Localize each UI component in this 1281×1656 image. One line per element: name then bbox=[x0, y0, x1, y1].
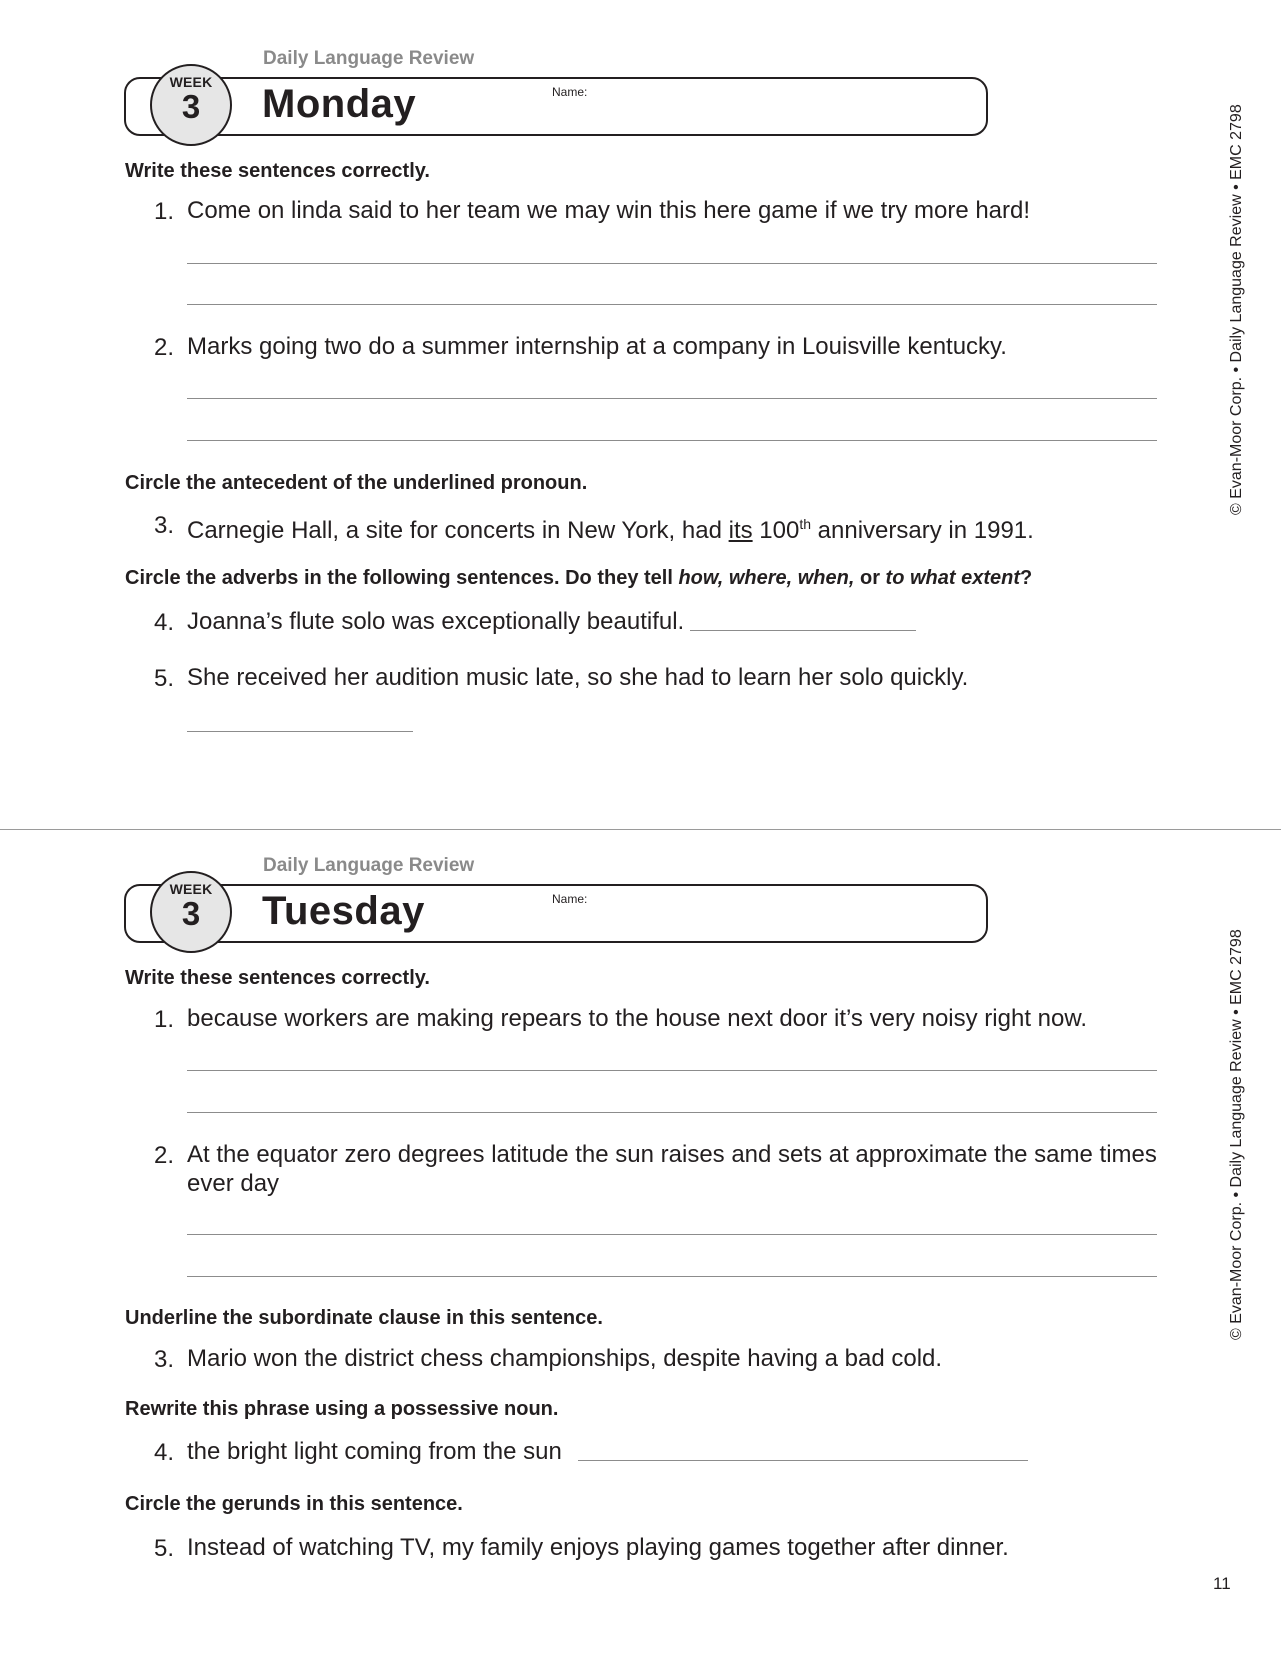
text-line: ever day bbox=[187, 1170, 280, 1197]
answer-line[interactable] bbox=[187, 263, 1157, 264]
week-number: 3 bbox=[181, 88, 201, 125]
answer-line[interactable] bbox=[578, 1460, 1028, 1461]
ordinal-superscript: th bbox=[799, 516, 812, 532]
instruction-gerunds: Circle the gerunds in this sentence. bbox=[125, 1493, 463, 1515]
tuesday-worksheet bbox=[0, 830, 1281, 1656]
day-title: Tuesday bbox=[262, 889, 425, 933]
instruction-write-correctly: Write these sentences correctly. bbox=[125, 967, 430, 989]
question-text: Instead of watching TV, my family enjoys playing games together after dinner. bbox=[187, 1534, 1009, 1561]
question-number: 1. bbox=[154, 1006, 175, 1033]
program-title: Daily Language Review bbox=[263, 48, 475, 69]
name-label: Name: bbox=[552, 85, 588, 99]
question-text bbox=[187, 510, 1034, 545]
program-title: Daily Language Review bbox=[263, 855, 475, 876]
week-label: WEEK bbox=[169, 881, 213, 897]
text-segment: 100 bbox=[752, 517, 800, 544]
italic-segment: how, where, when, bbox=[678, 567, 855, 589]
answer-line[interactable] bbox=[187, 1112, 1157, 1113]
instruction-antecedent: Circle the antecedent of the underlined pronoun. bbox=[125, 472, 588, 494]
name-label: Name: bbox=[552, 892, 588, 906]
question-text: Marks going two do a summer internship at a company in Louisville kentucky. bbox=[187, 333, 1007, 360]
week-number: 3 bbox=[181, 895, 201, 932]
question-text: Mario won the district chess championships, despite having a bad cold. bbox=[187, 1345, 943, 1372]
text-segment: ? bbox=[1020, 567, 1033, 589]
question-number: 2. bbox=[154, 334, 175, 361]
underlined-pronoun: its bbox=[728, 517, 753, 544]
text-segment: or bbox=[854, 567, 886, 589]
answer-line[interactable] bbox=[187, 1276, 1157, 1277]
copyright-credit: © Evan-Moor Corp. • Daily Language Review • EMC 2798 bbox=[1228, 929, 1245, 1340]
text-line: At the equator zero degrees latitude the sun raises and sets at approximate the same times bbox=[187, 1141, 1157, 1168]
question-number: 5. bbox=[154, 665, 175, 692]
question-text: the bright light coming from the sun bbox=[187, 1438, 562, 1465]
week-badge bbox=[150, 871, 232, 953]
week-label: WEEK bbox=[169, 74, 213, 90]
day-title: Monday bbox=[262, 82, 417, 126]
text-segment: Carnegie Hall, a site for concerts in New York, had bbox=[187, 517, 729, 544]
answer-line[interactable] bbox=[187, 440, 1157, 441]
question-text: because workers are making repears to the house next door it’s very noisy right now. bbox=[187, 1005, 1088, 1032]
instruction-possessive-noun: Rewrite this phrase using a possessive noun. bbox=[125, 1398, 559, 1420]
copyright-credit: © Evan-Moor Corp. • Daily Language Review • EMC 2798 bbox=[1228, 104, 1245, 515]
week-badge bbox=[150, 64, 232, 146]
answer-line[interactable] bbox=[187, 304, 1157, 305]
answer-line[interactable] bbox=[187, 731, 413, 732]
answer-line[interactable] bbox=[187, 398, 1157, 399]
text-segment: Circle the adverbs in the following sentences. Do they tell bbox=[125, 567, 679, 589]
question-text: She received her audition music late, so she had to learn her solo quickly. bbox=[187, 664, 969, 691]
question-number: 4. bbox=[154, 609, 175, 636]
question-number: 3. bbox=[154, 512, 175, 539]
answer-line[interactable] bbox=[187, 1234, 1157, 1235]
answer-line[interactable] bbox=[690, 630, 916, 631]
answer-line[interactable] bbox=[187, 1070, 1157, 1071]
instruction-subordinate-clause: Underline the subordinate clause in this sentence. bbox=[125, 1307, 603, 1329]
text-segment: anniversary in 1991. bbox=[811, 517, 1034, 544]
question-number: 1. bbox=[154, 198, 175, 225]
instruction-write-correctly: Write these sentences correctly. bbox=[125, 160, 430, 182]
question-number: 2. bbox=[154, 1142, 175, 1169]
page-number: 11 bbox=[1213, 1574, 1231, 1593]
question-number: 3. bbox=[154, 1346, 175, 1373]
question-number: 5. bbox=[154, 1535, 175, 1562]
italic-segment: to what extent bbox=[885, 567, 1020, 589]
question-text: Joanna’s flute solo was exceptionally beautiful. bbox=[187, 608, 685, 635]
question-text: Come on linda said to her team we may win this here game if we try more hard! bbox=[187, 197, 1031, 224]
question-number: 4. bbox=[154, 1439, 175, 1466]
instruction-adverbs bbox=[125, 567, 1032, 590]
question-text bbox=[187, 1140, 1157, 1198]
